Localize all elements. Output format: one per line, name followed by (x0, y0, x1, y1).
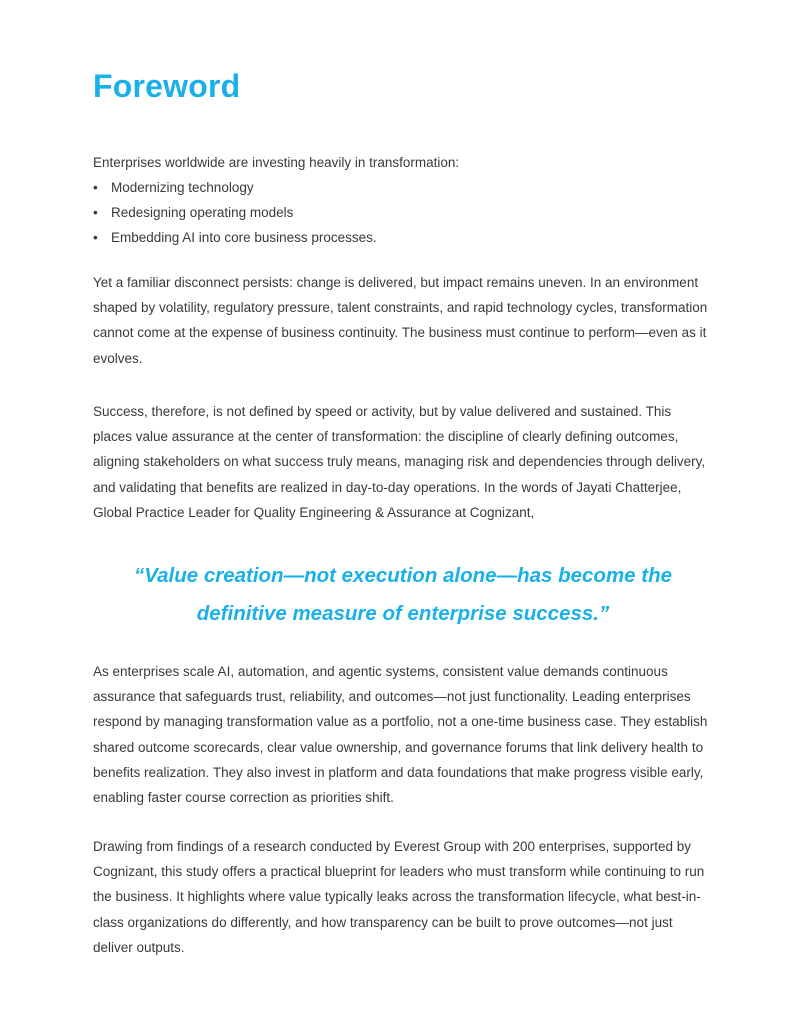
paragraph-scale: As enterprises scale AI, automation, and agentic systems, consistent value demands continuous assurance that safeguards trust, reliability, and outcomes—not just functionality. Leading enterprises respond by managing transformation value as a portfolio, not a one-time business case. They establish shared outcome scorecards, clear value ownership, and governance forums that link delivery health to benefits realization. They also invest in platform and data foundations that make progress visible early, enabling faster course correction as priorities shift. (93, 664, 708, 806)
bullet-icon: • (93, 205, 98, 220)
intro-section (93, 150, 713, 250)
paragraph-success: Success, therefore, is not defined by speed or activity, but by value delivered and sustained. This places value assurance at the center of transformation: the discipline of clearly defining outcomes, aligning stakeholders on what success truly means, managing risk and dependencies through delivery, and validating that benefits are realized in day-to-day operations. In the words of Jayati Chatterjee, Global Practice Leader for Quality Engineering & Assurance at Cognizant, (93, 404, 706, 520)
page-title: Foreword (93, 68, 241, 104)
intro-lead: Enterprises worldwide are investing heavily in transformation: (93, 155, 460, 170)
paragraph-disconnect: Yet a familiar disconnect persists: change is delivered, but impact remains uneven. In an environment shaped by volatility, regulatory pressure, talent constraints, and rapid technology cycles, transformation cannot come at the expense of business continuity. The business must continue to perform—even as it evolves. (93, 275, 708, 366)
bullet-icon: • (93, 230, 98, 245)
list-item: • Embedding AI into core business processes. (93, 225, 713, 250)
pull-quote-line-2: definitive measure of enterprise success.” (196, 602, 610, 625)
list-item: • Redesigning operating models (93, 200, 713, 225)
list-item: • Modernizing technology (93, 175, 713, 200)
bullet-icon: • (93, 180, 98, 195)
pull-quote (33, 557, 773, 633)
pull-quote-line-1: “Value creation—not execution alone—has become the (133, 564, 673, 587)
bullet-list (93, 175, 713, 250)
paragraph-research: Drawing from findings of a research conducted by Everest Group with 200 enterprises, supported by Cognizant, this study offers a practical blueprint for leaders who must transform while continuing to run the business. It highlights where value typically leaks across the transformation lifecycle, what best-in-class organizations do differently, and how transparency can be built to prove outcomes—not just deliver outputs. (93, 839, 705, 955)
